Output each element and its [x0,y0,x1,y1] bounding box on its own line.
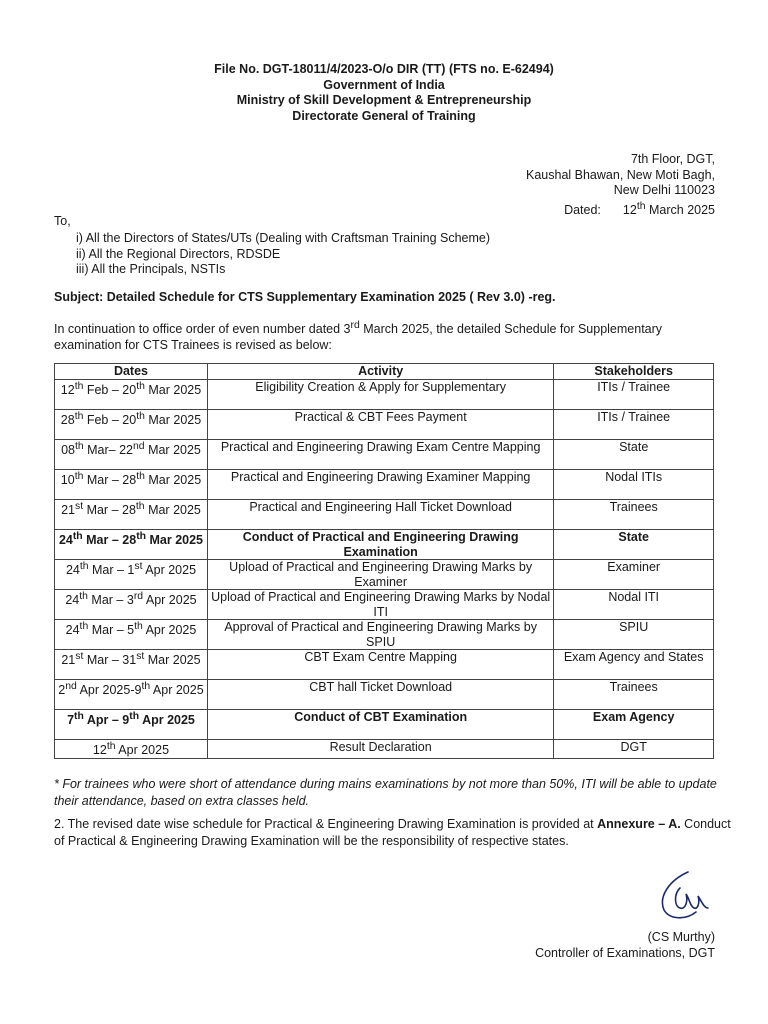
cell-stakeholder: Nodal ITI [554,590,714,620]
date-fragment: 28 [60,413,75,428]
signatory-designation: Controller of Examinations, DGT [535,945,715,960]
date-fragment: nd [133,441,145,452]
date-fragment: 21 [61,653,76,668]
signatory-block [535,930,715,961]
date-fragment: Apr 2025 [115,743,170,758]
signature-image [650,866,720,928]
cell-activity: Practical and Engineering Drawing Examiner Mapping [207,470,553,500]
date-fragment: Mar 2025 [144,473,202,488]
cell-activity: Practical and Engineering Hall Ticket Download [207,500,553,530]
dated-rest: March 2025 [645,202,715,217]
cell-stakeholder: Exam Agency [554,710,714,740]
date-fragment: th [74,471,84,482]
date-fragment: th [136,381,145,392]
cell-stakeholder: State [554,530,714,560]
date-fragment: th [74,441,84,452]
annexure-reference: Annexure – A. [597,817,681,831]
cell-dates [55,500,208,530]
cell-stakeholder: State [554,440,714,470]
cell-dates [55,620,208,650]
date-fragment: th [79,591,88,602]
schedule-table [54,363,714,759]
point2-part-2: Conduct of Practical & Engineering Drawing Examination will be the responsibility of respective states. [54,817,731,848]
date-fragment: Mar 2025 [144,383,202,398]
cell-dates [55,530,208,560]
cell-activity: Upload of Practical and Engineering Drawing Marks by Examiner [207,560,553,590]
cell-dates [55,590,208,620]
schedule-row [55,740,714,759]
date-fragment: th [129,711,140,722]
cell-stakeholder: SPIU [554,620,714,650]
recipient-item: ii) All the Regional Directors, RDSDE [76,246,281,261]
schedule-header-row [55,364,714,380]
date-fragment: Mar – 5 [88,623,135,638]
date-fragment: Apr 2025 [150,683,204,698]
date-fragment: th [135,501,145,512]
letter-header [0,62,768,124]
date-fragment: Mar – 31 [83,653,137,668]
directorate-line: Directorate General of Training [292,108,476,123]
cell-activity: Practical & CBT Fees Payment [207,410,553,440]
date-fragment: st [75,651,84,662]
recipient-item: iii) All the Principals, NSTIs [76,262,226,276]
schedule-row [55,680,714,710]
cell-activity: Practical and Engineering Drawing Exam Centre Mapping [207,440,553,470]
date-fragment: Mar– 22 [83,443,134,458]
cell-stakeholder: Trainees [554,680,714,710]
point2-part-1: 2. The revised date wise schedule for Practical & Engineering Drawing Examination is provided at [54,817,598,831]
date-fragment: nd [65,681,77,692]
date-fragment: th [136,471,145,482]
date-fragment: Mar 2025 [144,653,201,668]
cell-activity: Upload of Practical and Engineering Drawing Marks by Nodal ITI [207,590,553,620]
schedule-row [55,590,714,620]
date-fragment: 24 [58,533,73,548]
cell-activity: Eligibility Creation & Apply for Supplementary [207,380,553,410]
schedule-body [55,380,714,759]
date-fragment: th [74,711,84,722]
intro-sup: rd [350,320,360,331]
cell-stakeholder: ITIs / Trainee [554,410,714,440]
cell-dates [55,470,208,500]
address-line-3: New Delhi 110023 [613,183,715,197]
date-fragment: st [136,651,145,662]
cell-dates [55,680,208,710]
cell-dates [55,410,208,440]
address-line-1: 7th Floor, DGT, [630,152,715,166]
cell-stakeholder: Exam Agency and States [554,650,714,680]
date-fragment: th [72,531,83,542]
dated-label: Dated: [564,202,601,217]
date-fragment: Mar 2025 [144,413,202,428]
date-fragment: th [79,561,89,572]
date-fragment: rd [133,591,144,602]
date-fragment: 08 [61,443,75,458]
date-fragment: 2 [58,683,66,698]
date-fragment: 21 [61,503,75,518]
date-fragment: th [106,741,116,752]
date-fragment: Mar – 3 [87,593,134,608]
date-fragment: th [79,621,89,632]
cell-activity: Approval of Practical and Engineering Drawing Marks by SPIU [207,620,553,650]
schedule-row [55,380,714,410]
file-number: File No. DGT-18011/4/2023-O/o DIR (TT) (FTS no. E-62494) [214,62,554,76]
cell-activity: Conduct of Practical and Engineering Drawing Examination [207,530,553,560]
schedule-row [55,560,714,590]
date-fragment: Feb – 20 [83,383,137,398]
date-fragment: Mar – 28 [82,533,137,548]
cell-activity: Conduct of CBT Examination [207,710,553,740]
date-fragment: th [136,411,145,422]
date-fragment: th [136,531,147,542]
schedule-row [55,530,714,560]
date-fragment: 7 [67,713,75,728]
date-fragment: Mar – 28 [83,473,137,488]
intro-part-2: March 2025, the detailed Schedule for Supplementary examination for CTS Trainees is revised as below: [54,322,663,352]
cell-dates [55,740,208,759]
date-fragment: th [74,411,84,422]
schedule-row [55,710,714,740]
date-fragment: 24 [65,563,80,578]
header-stakeholders: Stakeholders [554,364,714,380]
date-fragment: 12 [60,383,75,398]
recipient-item: i) All the Directors of States/UTs (Dealing with Craftsman Training Scheme) [76,231,491,245]
sender-address [526,152,715,218]
schedule-row [55,620,714,650]
date-fragment: Apr 2025 [142,563,197,578]
intro-paragraph [54,318,724,353]
cell-dates [55,380,208,410]
recipient-list [76,231,490,278]
date-fragment: 10 [60,473,75,488]
cell-dates [55,650,208,680]
signatory-name: (CS Murthy) [647,930,715,944]
date-fragment: Apr 2025-9 [76,683,142,698]
cell-stakeholder: ITIs / Trainee [554,380,714,410]
date-fragment: 24 [65,593,80,608]
dated-sup: th [636,200,646,212]
date-fragment: Apr 2025 [139,713,195,728]
schedule-row [55,500,714,530]
cell-stakeholder: Trainees [554,500,714,530]
header-dates: Dates [55,364,208,380]
date-fragment: 24 [65,623,80,638]
date-fragment: Mar 2025 [144,443,201,458]
schedule-row [55,440,714,470]
cell-stakeholder: Examiner [554,560,714,590]
cell-activity: CBT hall Ticket Download [207,680,553,710]
cell-activity: Result Declaration [207,740,553,759]
schedule-row [55,410,714,440]
dated-line [564,199,715,219]
cell-stakeholder: DGT [554,740,714,759]
cell-dates [55,440,208,470]
date-fragment: Feb – 20 [83,413,137,428]
date-fragment: th [74,381,84,392]
date-fragment: th [134,621,143,632]
address-line-2: Kaushal Bhawan, New Moti Bagh, [526,167,715,182]
intro-part-1: In continuation to office order of even number dated 3 [54,322,351,337]
date-fragment: st [134,561,143,572]
schedule-row [55,470,714,500]
date-fragment: 12 [92,743,107,758]
date-fragment: Apr 2025 [143,593,197,608]
dated-day: 12 [622,202,637,217]
date-fragment: Apr 2025 [142,623,197,638]
ministry-line: Ministry of Skill Development & Entrepreneurship [236,93,532,107]
attendance-note: * For trainees who were short of attendance during mains examinations by not more than 50%, ITI will be able to update their attendance, based on extra classes held. [54,777,717,808]
cell-stakeholder: Nodal ITIs [554,470,714,500]
date-fragment: Apr – 9 [83,713,130,728]
to-label: To, [54,214,71,228]
subject-line: Subject: Detailed Schedule for CTS Supplementary Examination 2025 ( Rev 3.0) -reg. [54,290,556,304]
cell-activity: CBT Exam Centre Mapping [207,650,553,680]
date-fragment: Mar – 28 [83,503,136,518]
cell-dates [55,560,208,590]
point-2-paragraph [54,816,734,850]
cell-dates [55,710,208,740]
date-fragment: th [141,681,151,692]
date-fragment: Mar – 1 [88,563,135,578]
header-activity: Activity [207,364,553,380]
date-fragment: Mar 2025 [144,503,201,518]
date-fragment: st [74,501,84,512]
date-fragment: Mar 2025 [146,533,203,548]
schedule-row [55,650,714,680]
government-line: Government of India [323,77,445,92]
